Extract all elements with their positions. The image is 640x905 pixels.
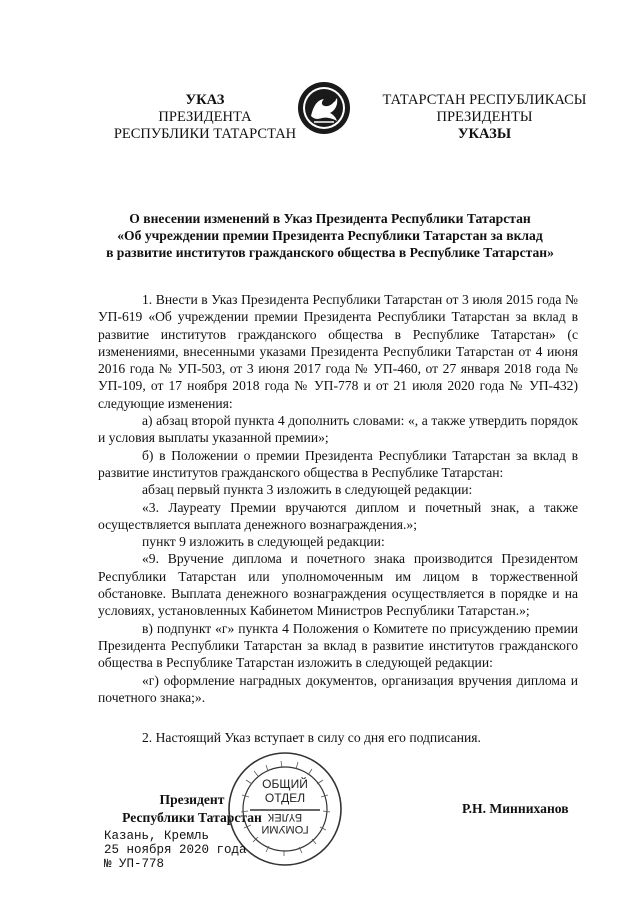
- header-left-line-1: УКАЗ: [185, 92, 225, 108]
- header-left: [90, 92, 320, 143]
- paragraph-7: «9. Вручение диплома и почетного знака производится Президентом Республики Татарстан или уполномоченным им лицом в торжественной обстановке. Выплата денежного вознаграждения осуществляется в порядке и на условиях, установленных Кабинетом Министров Республики Татарстан.»;: [98, 551, 578, 619]
- paragraph-9: «г) оформление наградных документов, организация вручения диплома и почетного знака;».: [98, 672, 578, 705]
- header-left-line-3: РЕСПУБЛИКИ ТАТАРСТАН: [113, 126, 297, 142]
- paragraph-10: 2. Настоящий Указ вступает в силу со дня его подписания.: [142, 730, 481, 746]
- header-left-line-2: ПРЕЗИДЕНТА: [158, 109, 252, 125]
- tatarstan-emblem-icon: [296, 80, 352, 136]
- stamp-line-3: ГОМУМИ: [261, 823, 309, 835]
- document-body: [98, 291, 578, 746]
- stamp-line-2: ОТДЕЛ: [264, 791, 306, 805]
- place-date: 25 ноября 2020 года: [104, 843, 247, 857]
- header-right-line-2: ПРЕЗИДЕНТЫ: [436, 109, 533, 125]
- signature-title-line-1: Президент: [159, 792, 225, 807]
- place-city: Казань, Кремль: [104, 829, 210, 843]
- paragraph-4: абзац первый пункта 3 изложить в следующей редакции:: [142, 482, 473, 498]
- paragraph-5: «3. Лауреату Премии вручаются диплом и почетный знак, а также осуществляется выплата денежного вознаграждения.»;: [98, 499, 578, 532]
- stamp-line-1: ОБЩИЙ: [262, 777, 308, 791]
- header-right: [362, 92, 607, 143]
- header-right-line-3: УКАЗЫ: [457, 126, 512, 142]
- place-date-block: [104, 829, 247, 871]
- signatory-name: Р.Н. Минниханов: [462, 801, 569, 816]
- stamp-line-4: БҮЛЕК: [267, 811, 303, 823]
- title-line-2: «Об учреждении премии Президента Республики Татарстан за вклад: [117, 228, 543, 243]
- document-title: [60, 210, 600, 261]
- paragraph-2: а) абзац второй пункта 4 дополнить словами: «, а также утвердить порядок и условия выплаты указанной премии»;: [98, 413, 578, 446]
- paragraph-6: пункт 9 изложить в следующей редакции:: [142, 534, 385, 550]
- signature-title-line-2: Республики Татарстан: [122, 810, 262, 825]
- paragraph-1: 1. Внести в Указ Президента Республики Татарстан от 3 июля 2015 года № УП-619 «Об учреждении премии Президента Республики Татарстан за вклад в развитие институтов гражданского общества в Республике Татарстан» (с изменениями, внесенными указами Президента Республики Татарстан от 4 июня 2016 года № УП-503, от 3 июня 2017 года № УП-460, от 27 января 2018 года № УП-109, от 17 ноября 2018 года № УП-778 и от 21 июля 2020 года № УП-432) следующие изменения:: [98, 292, 578, 411]
- title-line-3: в развитие институтов гражданского общества в Республике Татарстан»: [106, 245, 554, 260]
- paragraph-8: в) подпункт «г» пункта 4 Положения о Комитете по присуждению премии Президента Республики Татарстан за вклад в развитие институтов гражданского общества в Республике Татарстан изложить в следующей редакции:: [98, 620, 578, 671]
- header-right-line-1: ТАТАРСТАН РЕСПУБЛИКАСЫ: [382, 92, 587, 108]
- paragraph-3: б) в Положении о премии Президента Республики Татарстан за вклад в развитие институтов гражданского общества в Республике Татарстан:: [98, 447, 578, 480]
- decree-number: № УП-778: [104, 857, 165, 871]
- title-line-1: О внесении изменений в Указ Президента Республики Татарстан: [129, 211, 531, 226]
